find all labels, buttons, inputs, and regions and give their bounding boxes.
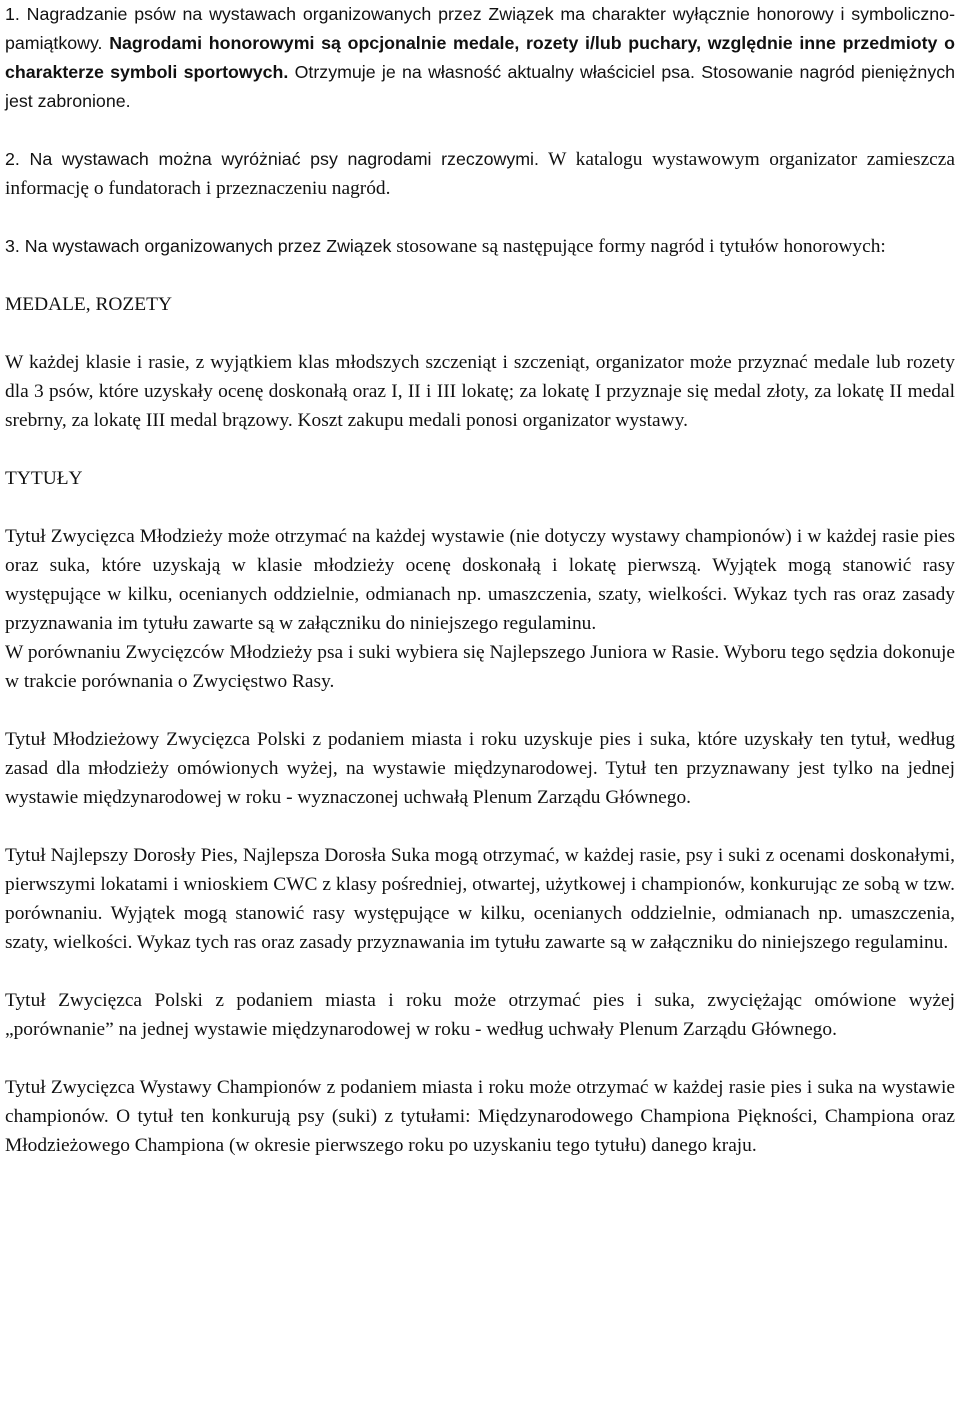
paragraph-polish-junior-winner: Tytuł Młodzieżowy Zwycięzca Polski z podaniem miasta i roku uzyskuje pies i suka, które uzyskały ten tytuł, według zasad dla młodzieży omówionych wyżej, na wystawie międzynarodowej. Tytuł ten przyznawany jest tylko na jednej wystawie międzynarodowej w roku - wyznaczonej uchwałą Plenum Zarządu Głównego. bbox=[5, 729, 955, 808]
paragraph-2 bbox=[5, 145, 955, 203]
paragraph-1-text-a: 1. Nagradzanie psów na wystawach organizowanych przez Związek ma charakter wyłącznie honorowy i symboliczno-pamiątkowy. bbox=[5, 4, 955, 53]
paragraph-3-text-b: stosowane są następujące formy nagród i tytułów honorowych: bbox=[391, 236, 886, 257]
paragraph-3-number: 3. bbox=[5, 236, 20, 256]
paragraph-best-adult: Tytuł Najlepszy Dorosły Pies, Najlepsza Dorosła Suka mogą otrzymać, w każdej rasie, psy i suki z ocenami doskonałymi, pierwszymi lokatami i wnioskiem CWC z klasy pośredniej, otwartej, użytkowej i championów, konkurując ze sobą w tzw. porównaniu. Wyjątek mogą stanowić rasy występujące w kilku, ocenianych oddzielnie, odmianach np. umaszczenia, szaty, wielkości. Wykaz tych ras oraz zasady przyznawania im tytułu zawarte są w załączniku do niniejszego regulaminu. bbox=[5, 845, 955, 953]
paragraph-1-bold-text: Nagrodami honorowymi są opcjonalnie medale, rozety i/lub puchary, względnie inne przedmioty o charakterze symboli sportowych. bbox=[5, 33, 955, 82]
paragraph-junior-winner: Tytuł Zwycięzca Młodzieży może otrzymać na każdej wystawie (nie dotyczy wystawy championów) i w każdej rasie pies oraz suka, które uzyskają w klasie młodzieży ocenę doskonałą i lokatę pierwszą. Wyjątek mogą stanowić rasy występujące w kilku, ocenianych oddzielnie, odmianach np. umaszczenia, szaty, wielkości. Wykaz tych ras oraz zasady przyznawania im tytułu zawarte są w załączniku do niniejszego regulaminu. bbox=[5, 526, 955, 634]
paragraph-3 bbox=[5, 232, 955, 261]
paragraph-2-text-a: 2. Na wystawach można wyróżniać psy nagrodami rzeczowymi. bbox=[5, 149, 539, 169]
paragraph-champion-show-winner: Tytuł Zwycięzca Wystawy Championów z podaniem miasta i roku może otrzymać w każdej rasie pies i suka na wystawie championów. O tytuł ten konkurują psy (suki) z tytułami: Międzynarodowego Championa Piękności, Championa oraz Młodzieżowego Championa (w okresie pierwszego roku po uzyskaniu tego tytułu) danego kraju. bbox=[5, 1077, 955, 1156]
paragraph-2-text-b: W katalogu wystawowym organizator zamieszcza informację o fundatorach i przeznaczeniu nagród. bbox=[5, 149, 955, 199]
paragraph-polish-winner: Tytuł Zwycięzca Polski z podaniem miasta i roku może otrzymać pies i suka, zwyciężając omówione wyżej „porównanie” na jednej wystawie międzynarodowej w roku - według uchwały Plenum Zarządu Głównego. bbox=[5, 990, 955, 1040]
paragraph-1 bbox=[5, 0, 955, 116]
paragraph-1-text-b: Otrzymuje je na własność aktualny właściciel psa. Stosowanie nagród pieniężnych jest zabronione. bbox=[5, 62, 955, 111]
paragraph-medals: W każdej klasie i rasie, z wyjątkiem klas młodszych szczeniąt i szczeniąt, organizator może przyznać medale lub rozety dla 3 psów, które uzyskały ocenę doskonałą oraz I, II i III lokatę; za lokatę I przyznaje się medal złoty, za lokatę II medal srebrny, za lokatę III medal brązowy. Koszt zakupu medali ponosi organizator wystawy. bbox=[5, 352, 955, 431]
paragraph-junior-winner-2: W porównaniu Zwycięzców Młodzieży psa i suki wybiera się Najlepszego Juniora w Rasie. Wyboru tego sędzia dokonuje w trakcie porównania o Zwycięstwo Rasy. bbox=[5, 642, 955, 692]
heading-titles: TYTUŁY bbox=[5, 468, 83, 489]
paragraph-3-text-a: Na wystawach organizowanych przez Związek bbox=[19, 236, 392, 256]
heading-medals: MEDALE, ROZETY bbox=[5, 294, 172, 315]
